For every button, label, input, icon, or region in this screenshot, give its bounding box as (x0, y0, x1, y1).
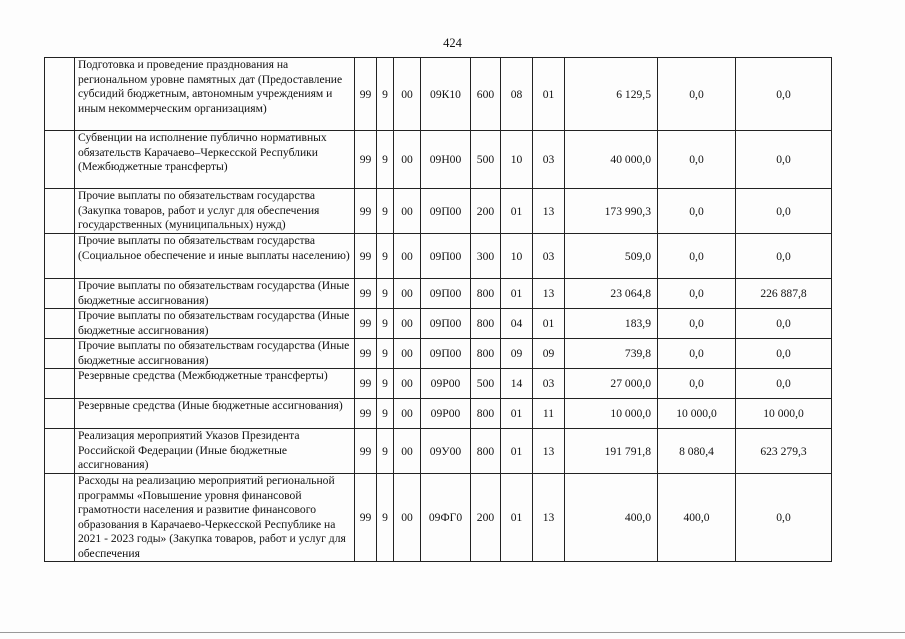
code-cell: 00 (394, 58, 421, 131)
target-article-cell: 09Р00 (421, 399, 471, 429)
row-index-cell (45, 131, 75, 189)
table-row (45, 58, 832, 131)
amount-cell: 0,0 (658, 309, 736, 339)
section-cell: 14 (501, 369, 533, 399)
amount-cell: 0,0 (736, 474, 832, 562)
amount-cell: 27 000,0 (565, 369, 658, 399)
expense-type-cell: 800 (471, 279, 501, 309)
expense-type-cell: 200 (471, 474, 501, 562)
amount-cell: 623 279,3 (736, 429, 832, 474)
row-index-cell (45, 279, 75, 309)
amount-cell: 173 990,3 (565, 189, 658, 234)
expense-type-cell: 800 (471, 309, 501, 339)
row-index-cell (45, 339, 75, 369)
code-cell: 00 (394, 339, 421, 369)
subsection-cell: 01 (533, 309, 565, 339)
code-cell: 9 (377, 474, 394, 562)
description-cell: Прочие выплаты по обязательствам государства (Иные бюджетные ассигнования) (75, 339, 355, 369)
amount-cell: 400,0 (565, 474, 658, 562)
subsection-cell: 11 (533, 399, 565, 429)
subsection-cell: 13 (533, 189, 565, 234)
amount-cell: 0,0 (736, 369, 832, 399)
amount-cell: 739,8 (565, 339, 658, 369)
amount-cell: 0,0 (658, 369, 736, 399)
amount-cell: 0,0 (658, 339, 736, 369)
subsection-cell: 03 (533, 131, 565, 189)
subsection-cell: 03 (533, 234, 565, 279)
amount-cell: 0,0 (736, 189, 832, 234)
code-cell: 9 (377, 369, 394, 399)
code-cell: 00 (394, 309, 421, 339)
section-cell: 01 (501, 429, 533, 474)
amount-cell: 0,0 (736, 309, 832, 339)
table-row (45, 399, 832, 429)
row-index-cell (45, 474, 75, 562)
amount-cell: 0,0 (736, 234, 832, 279)
section-cell: 10 (501, 234, 533, 279)
code-cell: 99 (355, 399, 377, 429)
subsection-cell: 09 (533, 339, 565, 369)
description-cell: Субвенции на исполнение публично нормативных обязательств Карачаево–Черкесской Республики (Межбюджетные трансферты) (75, 131, 355, 189)
code-cell: 00 (394, 234, 421, 279)
code-cell: 99 (355, 309, 377, 339)
code-cell: 00 (394, 429, 421, 474)
row-index-cell (45, 429, 75, 474)
code-cell: 9 (377, 58, 394, 131)
amount-cell: 0,0 (736, 339, 832, 369)
code-cell: 99 (355, 279, 377, 309)
section-cell: 01 (501, 399, 533, 429)
subsection-cell: 03 (533, 369, 565, 399)
amount-cell: 0,0 (658, 279, 736, 309)
table-row (45, 309, 832, 339)
budget-table (44, 57, 832, 562)
amount-cell: 0,0 (658, 189, 736, 234)
amount-cell: 6 129,5 (565, 58, 658, 131)
amount-cell: 0,0 (736, 131, 832, 189)
description-cell: Прочие выплаты по обязательствам государства (Социальное обеспечение и иные выплаты населению) (75, 234, 355, 279)
expense-type-cell: 200 (471, 189, 501, 234)
amount-cell: 10 000,0 (658, 399, 736, 429)
section-cell: 01 (501, 474, 533, 562)
code-cell: 9 (377, 189, 394, 234)
description-cell: Резервные средства (Межбюджетные трансферты) (75, 369, 355, 399)
section-cell: 10 (501, 131, 533, 189)
expense-type-cell: 800 (471, 399, 501, 429)
expense-type-cell: 500 (471, 369, 501, 399)
amount-cell: 509,0 (565, 234, 658, 279)
description-cell: Подготовка и проведение празднования на региональном уровне памятных дат (Предоставление субсидий бюджетным, автономным учреждениям и иным некоммерческим организациям) (75, 58, 355, 131)
section-cell: 04 (501, 309, 533, 339)
target-article-cell: 09Р00 (421, 369, 471, 399)
target-article-cell: 09П00 (421, 339, 471, 369)
description-cell: Резервные средства (Иные бюджетные ассигнования) (75, 399, 355, 429)
code-cell: 99 (355, 189, 377, 234)
code-cell: 99 (355, 234, 377, 279)
row-index-cell (45, 189, 75, 234)
subsection-cell: 01 (533, 58, 565, 131)
code-cell: 99 (355, 429, 377, 474)
target-article-cell: 09П00 (421, 189, 471, 234)
target-article-cell: 09Н00 (421, 131, 471, 189)
expense-type-cell: 800 (471, 339, 501, 369)
expense-type-cell: 300 (471, 234, 501, 279)
code-cell: 00 (394, 399, 421, 429)
code-cell: 00 (394, 131, 421, 189)
section-cell: 01 (501, 279, 533, 309)
amount-cell: 23 064,8 (565, 279, 658, 309)
amount-cell: 226 887,8 (736, 279, 832, 309)
description-cell: Расходы на реализацию мероприятий региональной программы «Повышение уровня финансовой грамотности населения и развитие финансового образования в Карачаево-Черкесской Республике на 2021 - 2023 годы» (Закупка товаров, работ и услуг для обеспечения (75, 474, 355, 562)
code-cell: 00 (394, 474, 421, 562)
expense-type-cell: 500 (471, 131, 501, 189)
code-cell: 99 (355, 339, 377, 369)
description-cell: Прочие выплаты по обязательствам государства (Иные бюджетные ассигнования) (75, 309, 355, 339)
section-cell: 01 (501, 189, 533, 234)
code-cell: 9 (377, 279, 394, 309)
description-cell: Прочие выплаты по обязательствам государства (Иные бюджетные ассигнования) (75, 279, 355, 309)
code-cell: 9 (377, 309, 394, 339)
section-cell: 08 (501, 58, 533, 131)
amount-cell: 183,9 (565, 309, 658, 339)
code-cell: 00 (394, 279, 421, 309)
page-bottom-edge (0, 632, 905, 633)
code-cell: 99 (355, 474, 377, 562)
target-article-cell: 09П00 (421, 309, 471, 339)
page-number: 424 (443, 36, 462, 50)
amount-cell: 191 791,8 (565, 429, 658, 474)
row-index-cell (45, 399, 75, 429)
code-cell: 99 (355, 131, 377, 189)
amount-cell: 0,0 (658, 131, 736, 189)
code-cell: 9 (377, 339, 394, 369)
table-row (45, 369, 832, 399)
table-body (45, 58, 832, 562)
table-row (45, 234, 832, 279)
code-cell: 00 (394, 369, 421, 399)
subsection-cell: 13 (533, 474, 565, 562)
description-cell: Прочие выплаты по обязательствам государства (Закупка товаров, работ и услуг для обеспечения государственных (муниципальных) нужд) (75, 189, 355, 234)
target-article-cell: 09П00 (421, 234, 471, 279)
amount-cell: 40 000,0 (565, 131, 658, 189)
description-cell: Реализация мероприятий Указов Президента Российской Федерации (Иные бюджетные ассигнования) (75, 429, 355, 474)
row-index-cell (45, 58, 75, 131)
code-cell: 99 (355, 58, 377, 131)
table-row (45, 339, 832, 369)
subsection-cell: 13 (533, 429, 565, 474)
table-row (45, 131, 832, 189)
amount-cell: 0,0 (658, 58, 736, 131)
section-cell: 09 (501, 339, 533, 369)
expense-type-cell: 600 (471, 58, 501, 131)
amount-cell: 0,0 (736, 58, 832, 131)
amount-cell: 10 000,0 (565, 399, 658, 429)
row-index-cell (45, 369, 75, 399)
row-index-cell (45, 309, 75, 339)
amount-cell: 10 000,0 (736, 399, 832, 429)
table-row (45, 189, 832, 234)
subsection-cell: 13 (533, 279, 565, 309)
table-row (45, 474, 832, 562)
amount-cell: 400,0 (658, 474, 736, 562)
expense-type-cell: 800 (471, 429, 501, 474)
row-index-cell (45, 234, 75, 279)
code-cell: 9 (377, 429, 394, 474)
table-row (45, 279, 832, 309)
code-cell: 9 (377, 131, 394, 189)
table-row (45, 429, 832, 474)
code-cell: 99 (355, 369, 377, 399)
code-cell: 9 (377, 234, 394, 279)
target-article-cell: 09ФГ0 (421, 474, 471, 562)
amount-cell: 8 080,4 (658, 429, 736, 474)
target-article-cell: 09К10 (421, 58, 471, 131)
code-cell: 9 (377, 399, 394, 429)
target-article-cell: 09У00 (421, 429, 471, 474)
code-cell: 00 (394, 189, 421, 234)
target-article-cell: 09П00 (421, 279, 471, 309)
amount-cell: 0,0 (658, 234, 736, 279)
